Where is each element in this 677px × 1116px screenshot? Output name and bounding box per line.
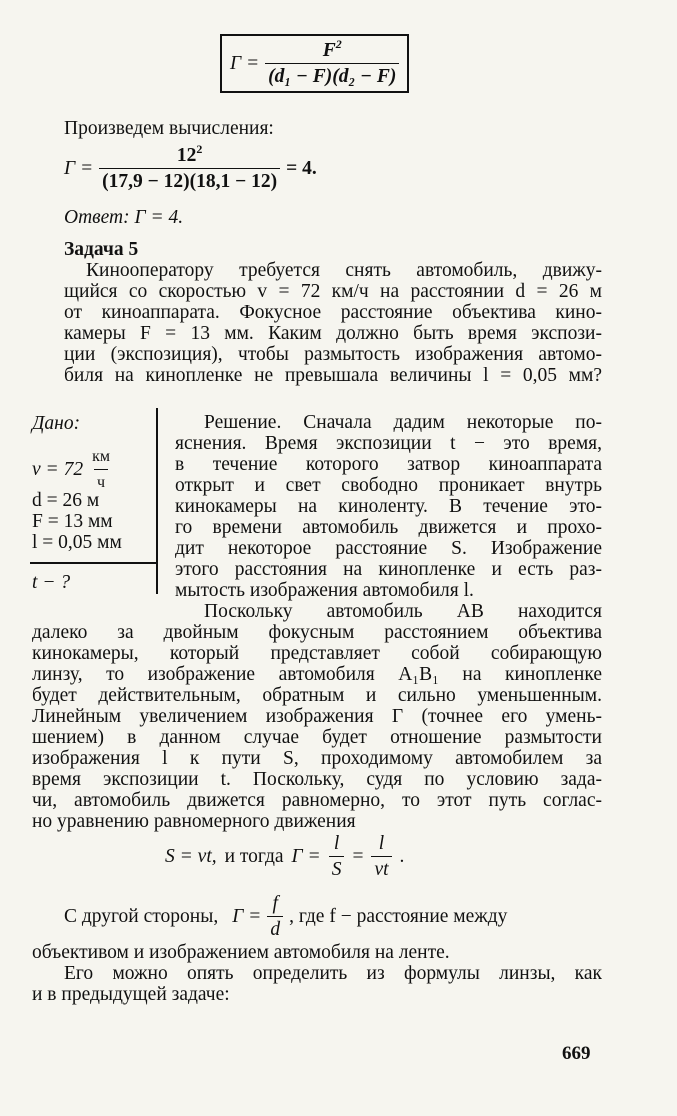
formula-s-vt-lhs: Γ = <box>291 846 321 867</box>
given-v-label: v = 72 <box>32 459 84 480</box>
solution-line: яснения. Время экспозиции t − это время, <box>175 433 602 454</box>
solution-line: мытость изображения автомобиля l. <box>175 580 474 601</box>
para-line: чи, автомобиль движется равномерно, то этот путь соглас‑ <box>32 790 602 811</box>
fraction-vt-den: vt <box>371 856 391 880</box>
calc-den: (17,9 − 12)(18,1 − 12) <box>99 168 280 192</box>
boxed-formula-num: F <box>322 40 336 61</box>
solution-line: Решение. Сначала дадим некоторые по- <box>204 412 602 433</box>
para-line: линзу, то изображение автомобиля A₁B₁ на кинопленке <box>32 664 602 685</box>
boxed-formula-exp: 2 <box>335 37 342 51</box>
calc-result: = 4. <box>286 158 317 179</box>
given-l: l = 0,05 мм <box>32 532 122 553</box>
given-vertical-divider <box>156 408 158 594</box>
page-number: 669 <box>562 1043 591 1064</box>
fraction-l-num: l <box>333 833 340 854</box>
formula-s-vt <box>165 833 404 880</box>
para-line: изображения l к пути S, проходимому автомобилем за <box>32 748 602 769</box>
other-side-prefix: С другой стороны, <box>64 906 219 927</box>
other-side-lhs: Γ = <box>232 906 262 927</box>
fraction-s-den: S <box>329 856 345 880</box>
given-d: d = 26 м <box>32 490 100 511</box>
other-side-line2: объективом и изображением автомобиля на ленте. <box>32 942 450 963</box>
calc-exp: 2 <box>196 142 203 156</box>
task-line: от киноаппарата. Фокусное расстояние объектива кино- <box>64 302 602 323</box>
para-line: Поскольку автомобиль AB находится <box>204 601 602 622</box>
calc-num: 12 <box>176 145 197 166</box>
final-line: и в предыдущей задаче: <box>32 984 230 1005</box>
calc-intro: Произведем вычисления: <box>64 118 274 139</box>
task-line: щийся со скоростью v = 72 км/ч на расстоянии d = 26 м <box>64 281 602 302</box>
boxed-formula-lhs: Γ = <box>230 53 260 74</box>
given-v <box>32 446 113 493</box>
given-v-unit-num: км <box>92 448 110 465</box>
task-line: Кинооператору требуется снять автомобиль, движу- <box>86 260 602 281</box>
calc-formula <box>64 142 317 192</box>
given-F: F = 13 мм <box>32 511 113 532</box>
task-line: ции (экспозиция), чтобы размытость изображения автомо- <box>64 344 602 365</box>
boxed-formula <box>220 34 409 93</box>
formula-s-vt-part2: и тогда <box>224 846 284 867</box>
fraction-f-num: f <box>272 893 278 914</box>
formula-s-vt-eq: = <box>352 846 364 867</box>
para-line: будет действительным, обратным и сильно уменьшенным. <box>32 685 602 706</box>
para-line: время экспозиции t. Поскольку, судя по условию зада- <box>32 769 602 790</box>
answer: Ответ: Γ = 4. <box>64 207 184 228</box>
para-line: далеко за двойным фокусным расстоянием объектива <box>32 622 602 643</box>
solution-line: го времени автомобиль движется и прохо- <box>175 517 602 538</box>
solution-line: в течение которого затвор киноаппарата <box>175 454 602 475</box>
other-side-suffix: , где f − расстояние между <box>289 906 508 927</box>
calc-lhs: Γ = <box>64 158 94 179</box>
formula-s-vt-part1: S = vt, <box>165 846 217 867</box>
para-line: шением) в данном случае будет отношение размытости <box>32 727 602 748</box>
task-title: Задача 5 <box>64 239 139 260</box>
task-line: камеры F = 13 мм. Каким должно быть время экспози- <box>64 323 602 344</box>
task-line: биля на кинопленке не превышала величины l = 0,05 мм? <box>64 365 602 386</box>
solution-line: дит некоторое расстояние S. Изображение <box>175 538 602 559</box>
para-line: кинокамеры, который представляет собой собирающую <box>32 643 602 664</box>
solution-line: этого расстояния на кинопленке и есть раз- <box>175 559 602 580</box>
given-v-unit-den: ч <box>94 469 108 493</box>
para-line: Линейным увеличением изображения Γ (точнее его умень- <box>32 706 602 727</box>
solution-line: кинокамеры на киноленту. В течение это- <box>175 496 602 517</box>
given-title: Дано: <box>32 413 81 434</box>
formula-s-vt-end: . <box>399 846 405 867</box>
fraction-d-den: d <box>267 916 283 940</box>
given-find: t − ? <box>32 572 71 593</box>
given-separator <box>30 562 156 564</box>
solution-line: открыт и свет свободно проникает внутрь <box>175 475 602 496</box>
other-side-line <box>64 893 507 940</box>
final-line: Его можно опять определить из формулы линзы, как <box>64 963 602 984</box>
para-line: но уравнению равномерного движения <box>32 811 356 832</box>
boxed-formula-den: (d₁ − F)(d₂ − F) <box>265 63 399 87</box>
fraction-l2-num: l <box>378 833 385 854</box>
